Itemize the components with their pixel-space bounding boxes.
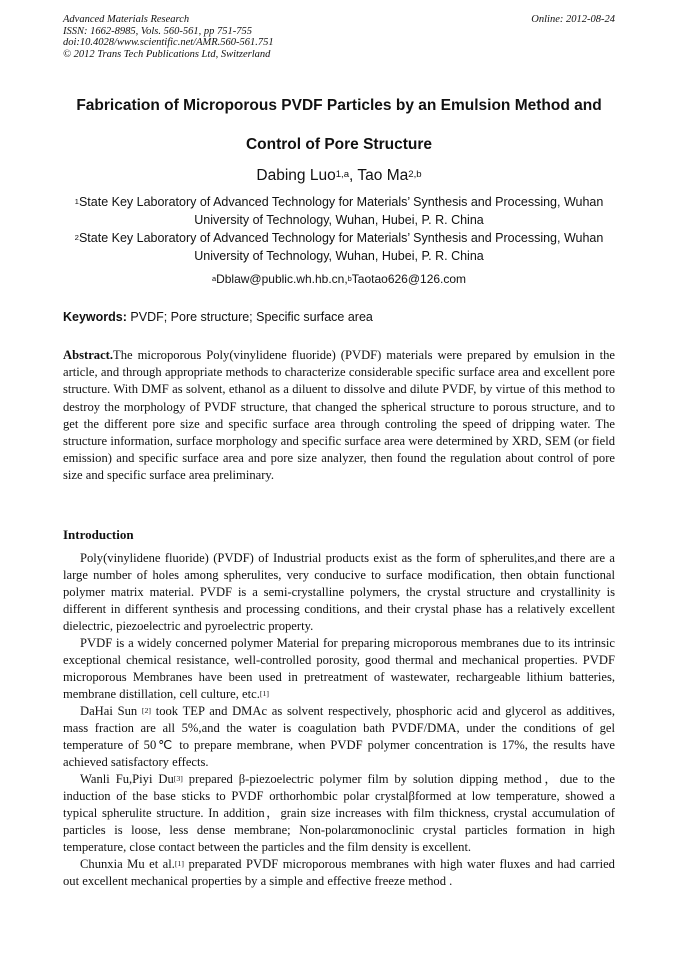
citation: [1] [259, 688, 269, 698]
paragraph: DaHai Sun [2] took TEP and DMAc as solvent respectively, phosphoric acid and glycerol as additives, mass fraction are all 5%,and the water is coagulation bath PVDF/DMA, under the conditions of gel temperature of 50℃ to prepare membrane, when PVDF polymer concentration is 17%, the results have achieved satisfactory effects. [63, 704, 615, 769]
paragraph: Chunxia Mu et al.[1] preparated PVDF microporous membranes with high water fluxes and had carried out excellent mechanical properties by a simple and effective freeze method . [63, 857, 615, 888]
author-emails [0, 271, 678, 287]
paper-title [40, 86, 638, 164]
abstract [63, 347, 615, 485]
title-line-2: Control of Pore Structure [245, 136, 432, 153]
affiliation-1-line-2: University of Technology, Wuhan, Hubei, P. R. China [194, 213, 484, 227]
affiliation-2-line-2: University of Technology, Wuhan, Hubei, P. R. China [194, 249, 484, 263]
introduction-body [63, 550, 615, 890]
email-mark: b [347, 273, 352, 283]
email-mark: a [211, 273, 217, 283]
author-name: Dabing Luo [256, 167, 336, 184]
affiliation-number: 1 [74, 196, 79, 206]
affiliations [63, 193, 615, 265]
paragraph: Wanli Fu,Piyi Du[3] prepared β-piezoelectric polymer film by solution dipping method，due to the induction of the base sticks to PVDF orthorhombic polar crystalβformed at low temperature, showed a typical spherulite structure. In addition，grain size increases with film thickness, crystal accumulation of particles is loose, less dense membrane; Non-polarαmonoclinic crystal particles formation in high temperature, close contact between the particles and the film density is excellent. [63, 772, 616, 854]
online-date: Online: 2012-08-24 [531, 14, 615, 25]
affiliation-1-line-1: $^1$State Key Laboratory of Advanced Technology for Materials’ Synthesis and Processing, Wuhan [74, 195, 604, 209]
author-name: Tao Ma [357, 167, 409, 184]
author-list [0, 166, 678, 186]
keywords [63, 309, 615, 325]
section-heading-introduction: Introduction [63, 527, 134, 542]
issn-line: ISSN: 1662-8985, Vols. 560-561, pp 751-755 [63, 25, 252, 37]
copyright-line: © 2012 Trans Tech Publications Ltd, Switzerland [63, 48, 271, 60]
citation: [1] [174, 858, 184, 868]
journal-name: Advanced Materials Research [63, 14, 190, 25]
doi-line: doi:10.4028/www.scientific.net/AMR.560-561.751 [63, 37, 274, 48]
paragraph: PVDF is a widely concerned polymer Material for preparing microporous membranes due to its intrinsic exceptional chemical resistance, well-controlled porosity, good thermal and mechanical properties. PVDF microporous Membranes have been used in pretreatment of wastewater, rechargeable lithium batteries, membrane distillation, cell culture, etc.[1] [63, 636, 615, 701]
author-separator: , [349, 167, 358, 184]
affiliation-number: 2 [74, 232, 79, 242]
title-line-1: Fabrication of Microporous PVDF Particles by an Emulsion Method and [76, 97, 602, 114]
author-affiliation-mark: 1,a [335, 169, 350, 181]
keywords-text: PVDF; Pore structure; Specific surface area [130, 310, 373, 324]
citation: [3] [173, 773, 183, 783]
journal-header [63, 14, 615, 60]
email-address: Taotao626@126.com [351, 272, 467, 286]
keywords-label: Keywords: [63, 310, 127, 324]
citation: [2] [141, 705, 151, 715]
abstract-text: The microporous Poly(vinylidene fluoride) (PVDF) materials were prepared by emulsion in the article, and through appropriate methods to characterize considerable specific surface area and excellent pore structure. With DMF as solvent, ethanol as a diluent to dissolve and dilute PVDF, by virtue of this method to destroy the morphology of PVDF structure, that changed the spherical structure to porous structure, and to get the different pore size and specific surface area through controling the speed of dripping water. The structure information, surface morphology and specific surface area were determined by XRD, SEM (or field emission) and specific surface area and pore size analyzer, then found the regulation about control of pore size and specific surface area preliminary. [63, 348, 615, 483]
paragraph: Poly(vinylidene fluoride) (PVDF) of Industrial products exist as the form of spherulites,and there are a large number of holes among spherulites, very conducive to surface modification, then obtain functional polymer matrix material. PVDF is a semi-crystalline polymers, the crystal structure and crystallinity is different in different synthesis and processing conditions, and their crystal phase has a relatively excellent dielectric, piezoelectric and pyroelectric property. [63, 551, 615, 633]
abstract-label: Abstract. [63, 348, 114, 362]
author-affiliation-mark: 2,b [408, 169, 422, 181]
affiliation-2-line-1: $^2$State Key Laboratory of Advanced Technology for Materials’ Synthesis and Processing, Wuhan [74, 231, 604, 245]
email-address: Dblaw@public.wh.hb.cn, [216, 272, 348, 286]
